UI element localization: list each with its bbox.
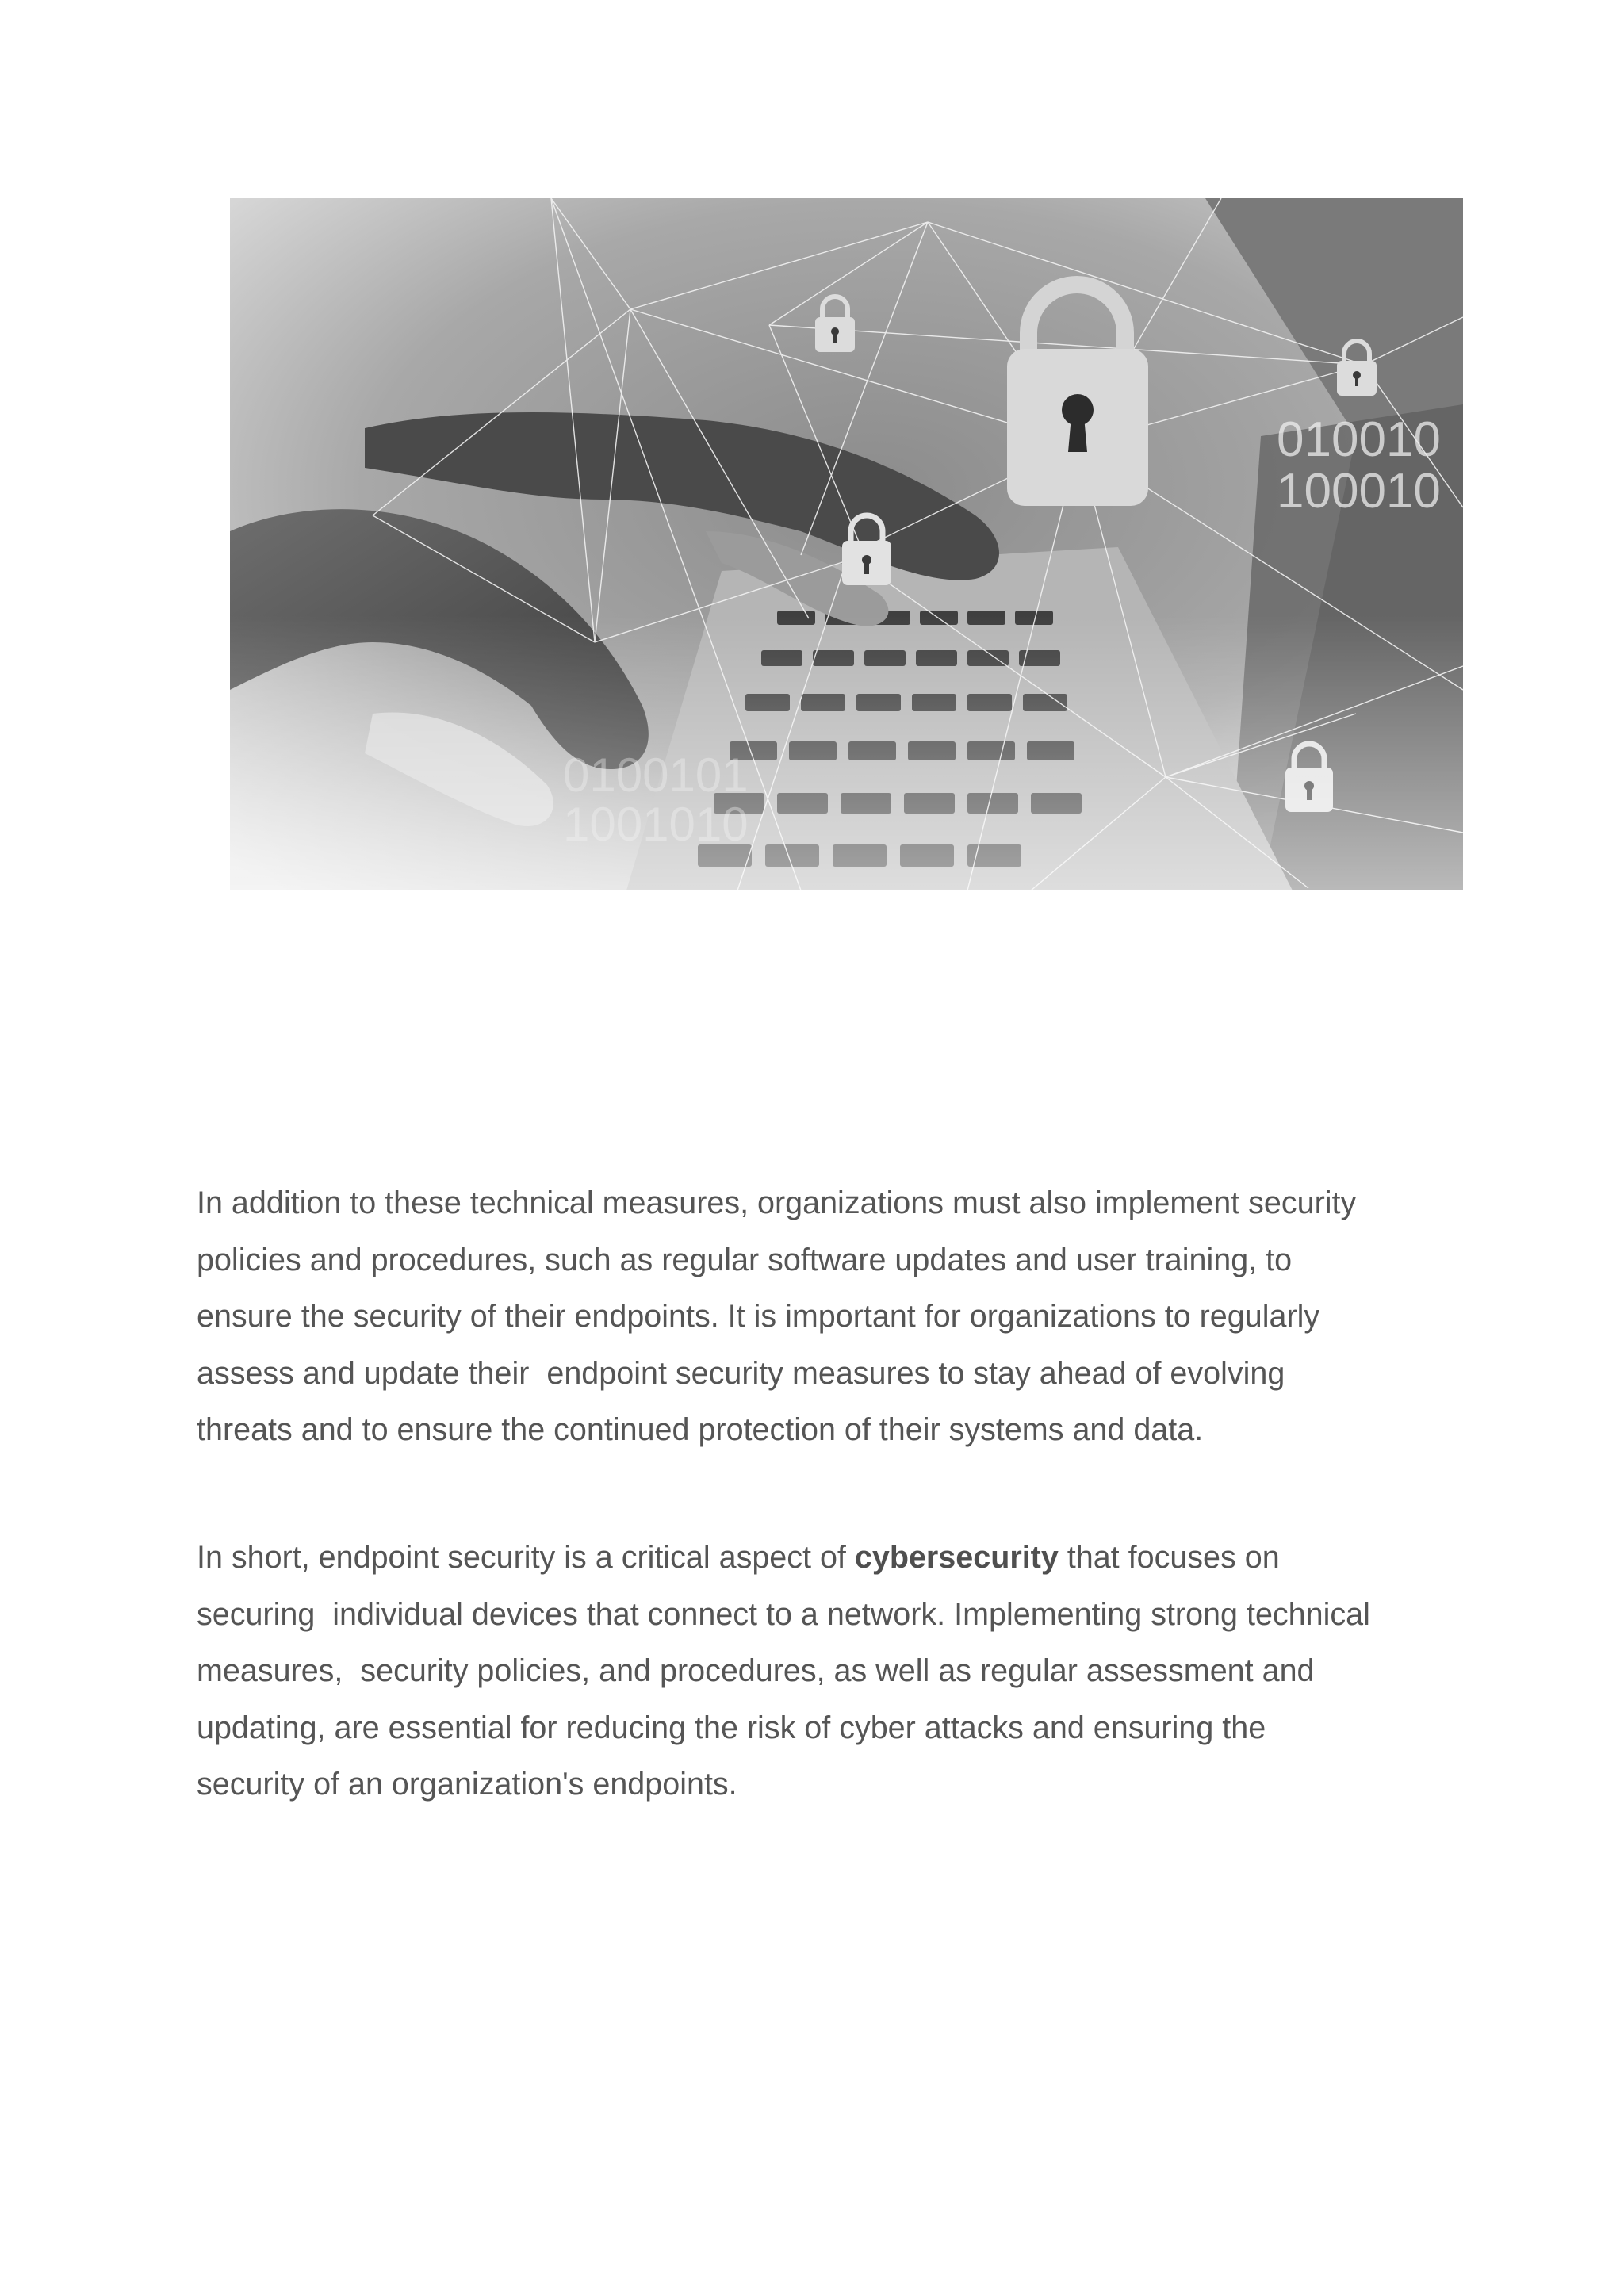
paragraph-line: updating, are essential for reducing the risk of cyber attacks and ensuring the: [197, 1710, 1266, 1745]
paragraph-line: measures, security policies, and procedures, as well as regular assessment and: [197, 1653, 1315, 1688]
bold-keyword: cybersecurity: [854, 1540, 1059, 1575]
paragraph-line: security of an organization's endpoints.: [197, 1767, 737, 1802]
paragraph-line: [197, 1530, 1465, 1587]
paragraph-line: In addition to these technical measures, organizations must also implement security: [197, 1185, 1357, 1220]
line-text: In short, endpoint security is a critical aspect of: [197, 1540, 855, 1575]
paragraph-line: securing individual devices that connect to a network. Implementing strong technical: [197, 1596, 1370, 1632]
paragraph-technical-measures: [197, 1175, 1465, 1459]
hero-image: [230, 198, 1463, 890]
paragraph-line: ensure the security of their endpoints. It is important for organizations to regularly: [197, 1299, 1320, 1334]
paragraph-line: assess and update their endpoint security measures to stay ahead of evolving: [197, 1355, 1285, 1391]
paragraph-line: threats and to ensure the continued protection of their systems and data.: [197, 1412, 1204, 1447]
paragraph-line: policies and procedures, such as regular software updates and user training, to: [197, 1242, 1293, 1277]
paragraph-summary: [197, 1530, 1465, 1813]
line-text: that focuses on: [1058, 1540, 1280, 1575]
